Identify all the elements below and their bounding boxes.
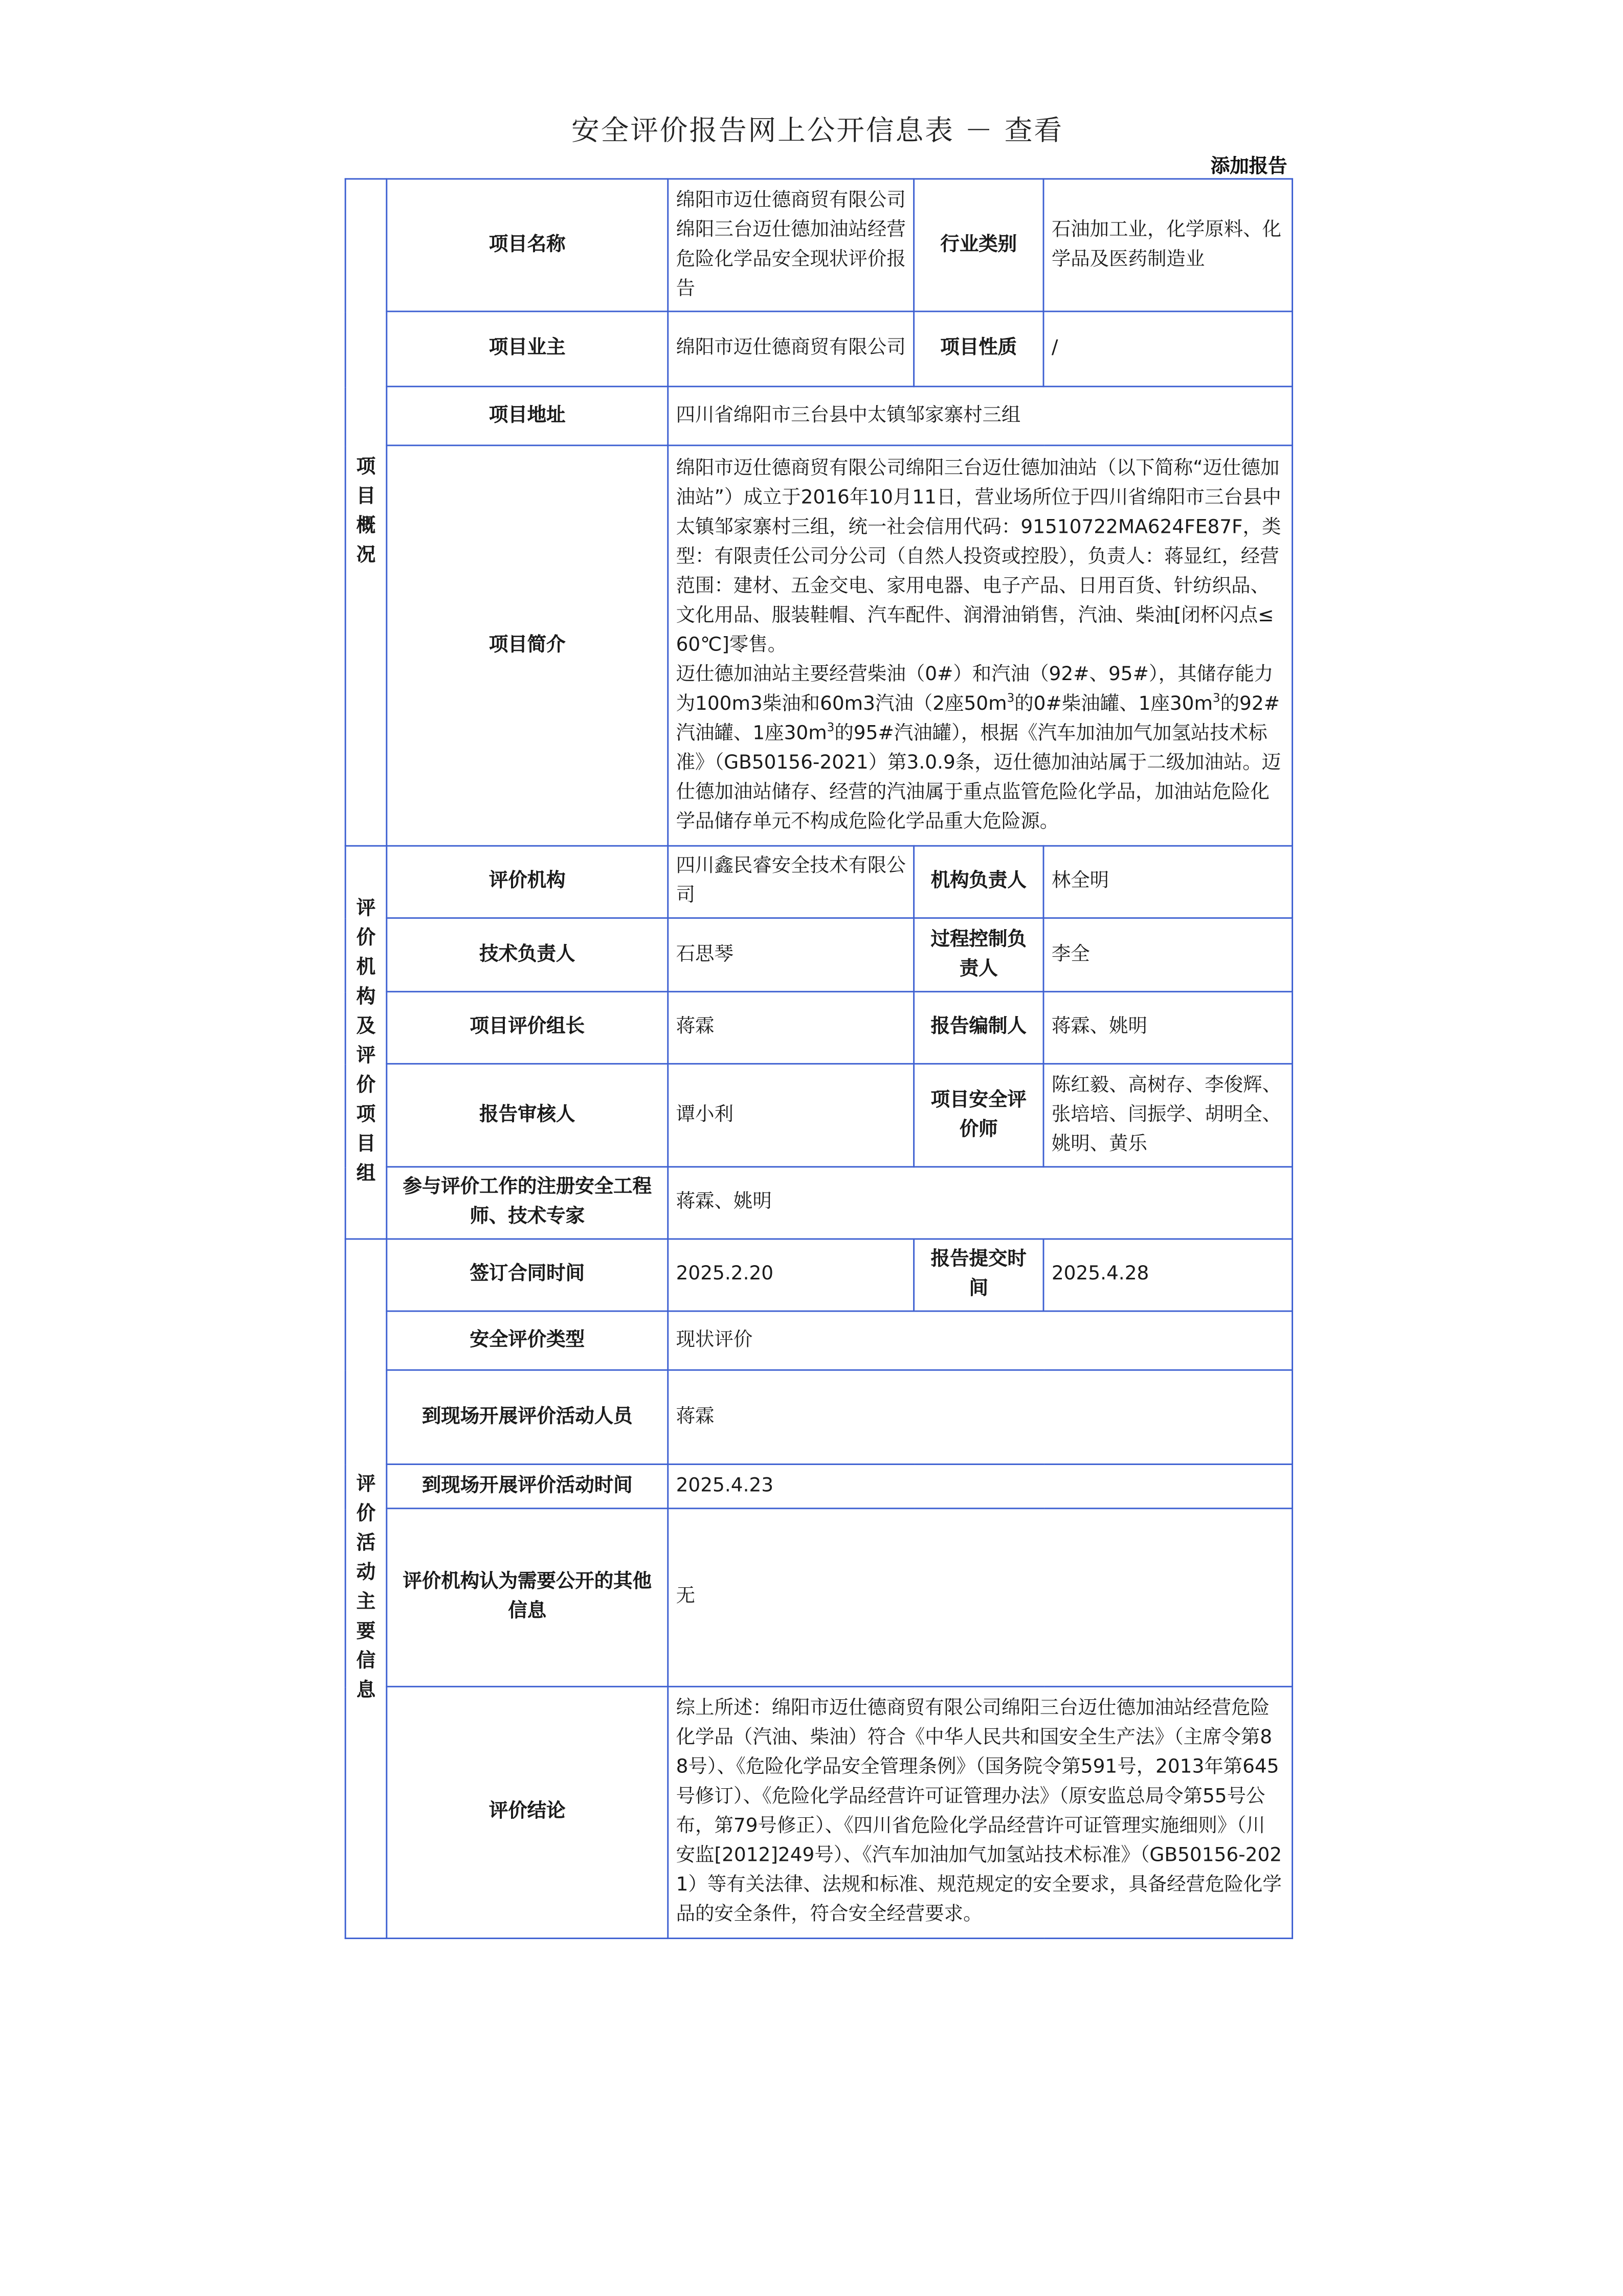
leader: 蒋霖 — [668, 992, 914, 1064]
evaluators: 陈红毅、高树存、李俊辉、张培培、闫振学、胡明全、姚明、黄乐 — [1043, 1064, 1293, 1167]
site-people-label: 到现场开展评价活动人员 — [387, 1370, 668, 1464]
industry: 石油加工业，化学原料、化学品及医药制造业 — [1043, 179, 1293, 311]
org-head: 林全明 — [1043, 846, 1293, 918]
org: 四川鑫民睿安全技术有限公司 — [668, 846, 914, 918]
eval-type: 现状评价 — [668, 1311, 1293, 1370]
owner-label: 项目业主 — [387, 311, 668, 387]
reviewer-label: 报告审核人 — [387, 1064, 668, 1167]
leader-label: 项目评价组长 — [387, 992, 668, 1064]
page-title: 安全评价报告网上公开信息表 － 查看 — [571, 115, 1063, 147]
add-report-link[interactable]: 添加报告 — [1210, 156, 1287, 178]
tech-label: 技术负责人 — [387, 918, 668, 992]
owner: 绵阳市迈仕德商贸有限公司 — [668, 311, 914, 387]
project-name-label: 项目名称 — [387, 179, 668, 311]
site-time-label: 到现场开展评价活动时间 — [387, 1464, 668, 1508]
compiler-label: 报告编制人 — [914, 992, 1043, 1064]
reviewer: 谭小利 — [668, 1064, 914, 1167]
group-activity-label: 评 价 活 动 主 要 信 息 — [345, 1239, 387, 1939]
intro-paragraph-1: 绵阳市迈仕德商贸有限公司绵阳三台迈仕德加油站（以下简称“迈仕德加油站”）成立于2016年10月11日，营业场所位于四川省绵阳市三台县中太镇邹家寨村三组，统一社会信用代码：91510722MA624FE87F，类型：有限责任公司分公司（自然人投资或控股），负责人：蒋显红，经营范围：建材、五金交电、家用电器、电子产品、日用百货、针纺织品、文化用品、服装鞋帽、汽车配件、润滑油销售，汽油、柴油[闭杯闪点≤60℃]零售。 — [676, 457, 1281, 656]
conclusion-label: 评价结论 — [387, 1686, 668, 1938]
site-time: 2025.4.23 — [668, 1464, 1293, 1508]
nature-label: 项目性质 — [914, 311, 1043, 387]
intro-label: 项目简介 — [387, 445, 668, 846]
org-head-label: 机构负责人 — [914, 846, 1043, 918]
address: 四川省绵阳市三台县中太镇邹家寨村三组 — [668, 387, 1293, 445]
tech: 石思琴 — [668, 918, 914, 992]
type-label: 安全评价类型 — [387, 1311, 668, 1370]
other-info: 无 — [668, 1509, 1293, 1686]
address-label: 项目地址 — [387, 387, 668, 445]
process: 李全 — [1043, 918, 1293, 992]
industry-label: 行业类别 — [914, 179, 1043, 311]
engineers-label: 参与评价工作的注册安全工程师、技术专家 — [387, 1167, 668, 1239]
submit-label: 报告提交时间 — [914, 1239, 1043, 1311]
site-people: 蒋霖 — [668, 1370, 1293, 1464]
project-name: 绵阳市迈仕德商贸有限公司绵阳三台迈仕德加油站经营危险化学品安全现状评价报告 — [668, 179, 914, 311]
group-agency-label: 评 价 机 构 及 评 价 项 目 组 — [345, 846, 387, 1239]
evaluators-label: 项目安全评价师 — [914, 1064, 1043, 1167]
org-label: 评价机构 — [387, 846, 668, 918]
submit: 2025.4.28 — [1043, 1239, 1293, 1311]
other-label: 评价机构认为需要公开的其他信息 — [387, 1509, 668, 1686]
info-table — [345, 178, 1293, 1939]
process-label: 过程控制负责人 — [914, 918, 1043, 992]
contract: 2025.2.20 — [668, 1239, 914, 1311]
nature: / — [1043, 311, 1293, 387]
compiler: 蒋霖、姚明 — [1043, 992, 1293, 1064]
intro-paragraph-2: 迈仕德加油站主要经营柴油（0#）和汽油（92#、95#），其储存能力为100m3柴油和60m3汽油（2座$50m^3$的0#柴油罐、1座$30m^3$的92#汽油罐、1座$30m^3$的95#汽油罐），根据《汽车加油加气加氢站技术标准》（GB50156-2021）第3.0.9条，迈仕德加油站属于二级加油站。迈仕德加油站储存、经营的汽油属于重点监管危险化学品，加油站危险化学品储存单元不构成危险化学品重大危险源。 — [676, 663, 1281, 833]
conclusion: 综上所述：绵阳市迈仕德商贸有限公司绵阳三台迈仕德加油站经营危险化学品（汽油、柴油）符合《中华人民共和国安全生产法》（主席令第88号）、《危险化学品安全管理条例》（国务院令第591号，2013年第645号修订）、《危险化学品经营许可证管理办法》（原安监总局令第55号公布，第79号修正）、《四川省危险化学品经营许可证管理实施细则》（川安监[2012]249号）、《汽车加油加气加氢站技术标准》（GB50156-2021）等有关法律、法规和标准、规范规定的安全要求，具备经营危险化学品的安全条件，符合安全经营要求。 — [668, 1686, 1293, 1938]
engineers: 蒋霖、姚明 — [668, 1167, 1293, 1239]
contract-label: 签订合同时间 — [387, 1239, 668, 1311]
project-intro — [668, 445, 1293, 846]
group-overview-label: 项 目 概 况 — [345, 179, 387, 846]
